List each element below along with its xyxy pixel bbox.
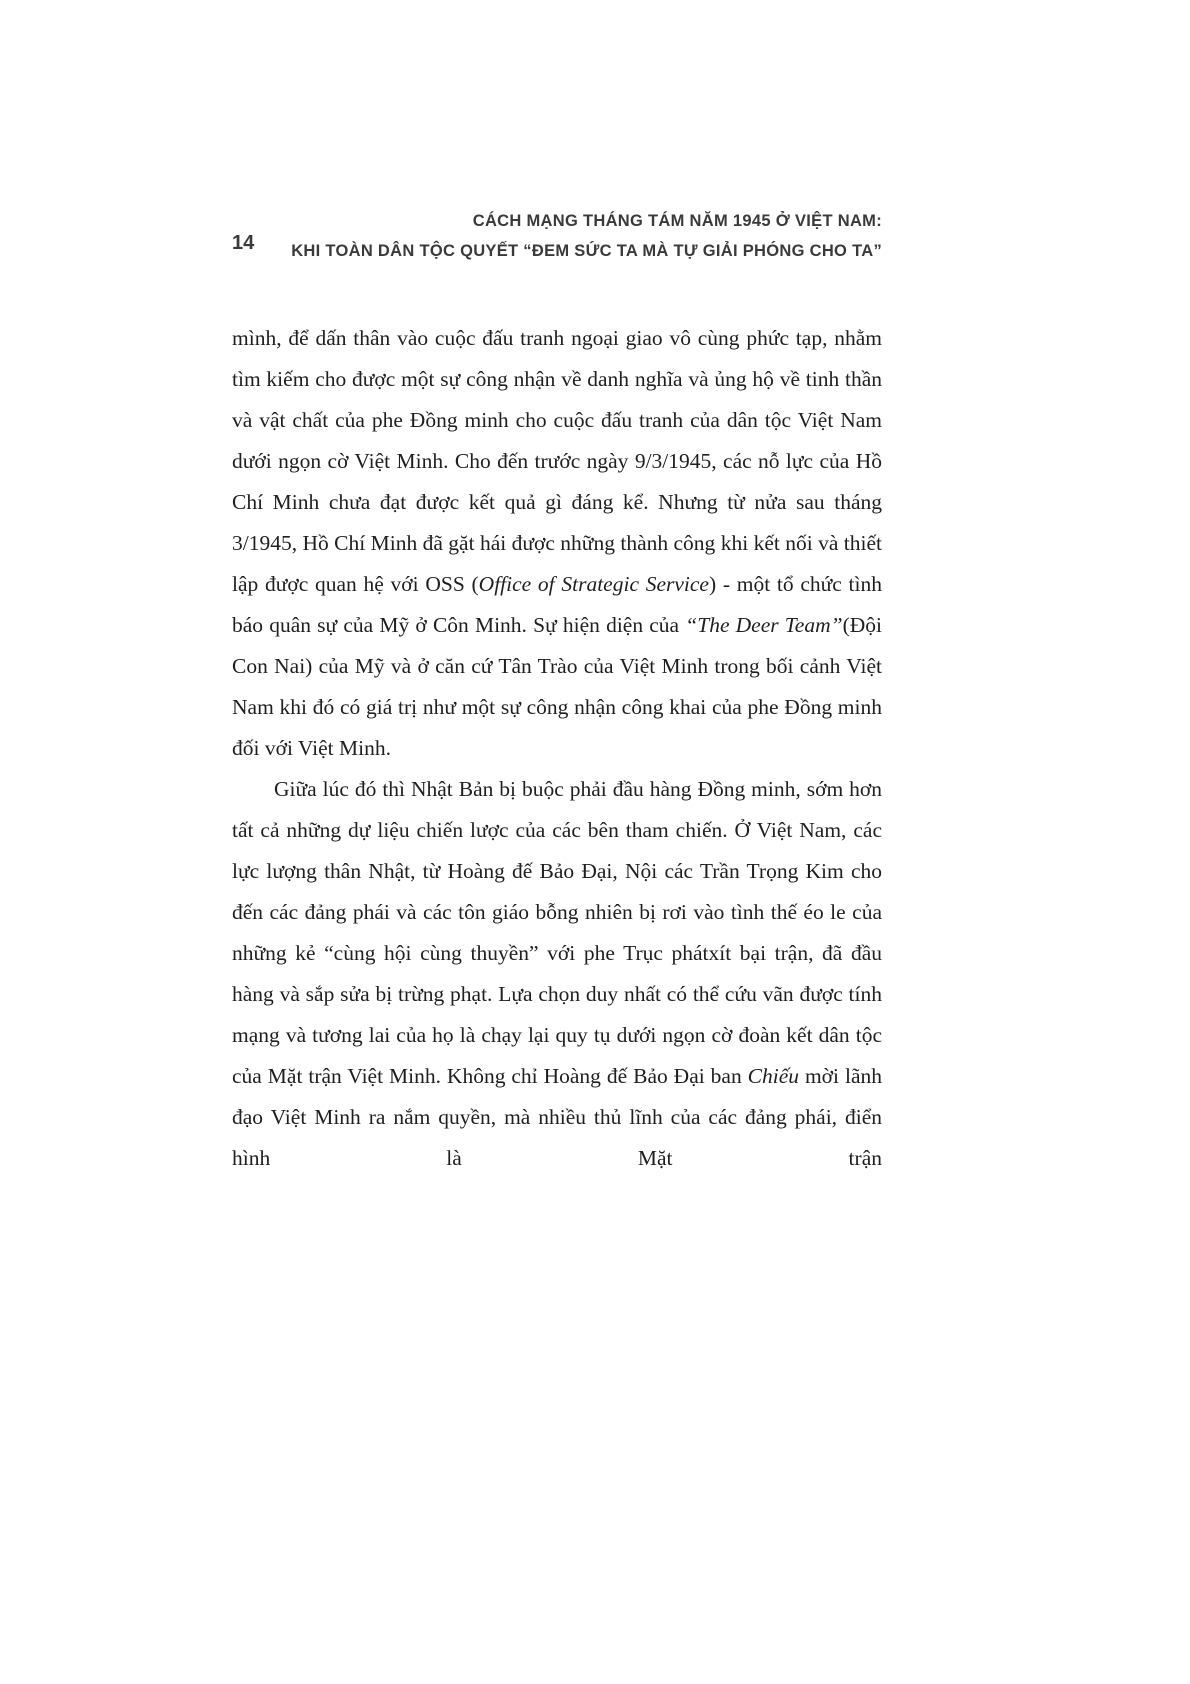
text-run: mời lãnh đạo Việt Minh ra nắm quyền, mà nhiều thủ lĩnh của các đảng phái, điển hình là Mặt trận: [232, 1064, 882, 1170]
text-run: (Đội Con Nai) của Mỹ và ở căn cứ Tân Trào của Việt Minh trong bối cảnh Việt Nam khi đó có giá trị như một sự công nhận công khai của phe Đồng minh đối với Việt Minh.: [232, 613, 882, 760]
text-run: ) - một tổ chức tình báo quân sự của Mỹ ở Côn Minh. Sự hiện diện của: [232, 572, 882, 637]
text-run: Giữa lúc đó thì Nhật Bản bị buộc phải đầu hàng Đồng minh, sớm hơn tất cả những dự liệu chiến lược của các bên tham chiến. Ở Việt Nam, các lực lượng thân Nhật, từ Hoàng đế Bảo Đại, Nội các Trần Trọng Kim cho đến các đảng phái và các tôn giáo bỗng nhiên bị rơi vào tình thế éo le của những kẻ “cùng hội cùng thuyền” với phe Trục phátxít bại trận, đã đầu hàng và sắp sửa bị trừng phạt. Lựa chọn duy nhất có thể cứu vãn được tính mạng và tương lai của họ là chạy lại quy tụ dưới ngọn cờ đoàn kết dân tộc của Mặt trận Việt Minh. Không chỉ Hoàng đế Bảo Đại ban: [232, 777, 882, 1088]
paragraph: [232, 318, 882, 769]
running-header: [232, 206, 882, 266]
running-header-line2: KHI TOÀN DÂN TỘC QUYẾT “ĐEM SỨC TA MÀ TỰ GIẢI PHÓNG CHO TA”: [291, 242, 882, 260]
body-text: [232, 318, 882, 1179]
italic-text-run: Chiếu: [747, 1064, 800, 1088]
paragraph: [232, 769, 882, 1179]
italic-text-run: Office of Strategic Service: [478, 572, 709, 596]
running-header-line1: CÁCH MẠNG THÁNG TÁM NĂM 1945 Ở VIỆT NAM:: [472, 212, 882, 230]
page-number: 14: [232, 231, 255, 254]
running-header-title: [254, 206, 882, 266]
text-run: mình, để dấn thân vào cuộc đấu tranh ngoại giao vô cùng phức tạp, nhằm tìm kiếm cho được một sự công nhận về danh nghĩa và ủng hộ về tinh thần và vật chất của phe Đồng minh cho cuộc đấu tranh của dân tộc Việt Nam dưới ngọn cờ Việt Minh. Cho đến trước ngày 9/3/1945, các nỗ lực của Hồ Chí Minh chưa đạt được kết quả gì đáng kể. Nhưng từ nửa sau tháng 3/1945, Hồ Chí Minh đã gặt hái được những thành công khi kết nối và thiết lập được quan hệ với OSS (: [232, 326, 882, 596]
italic-text-run: “The Deer Team”: [685, 613, 843, 637]
